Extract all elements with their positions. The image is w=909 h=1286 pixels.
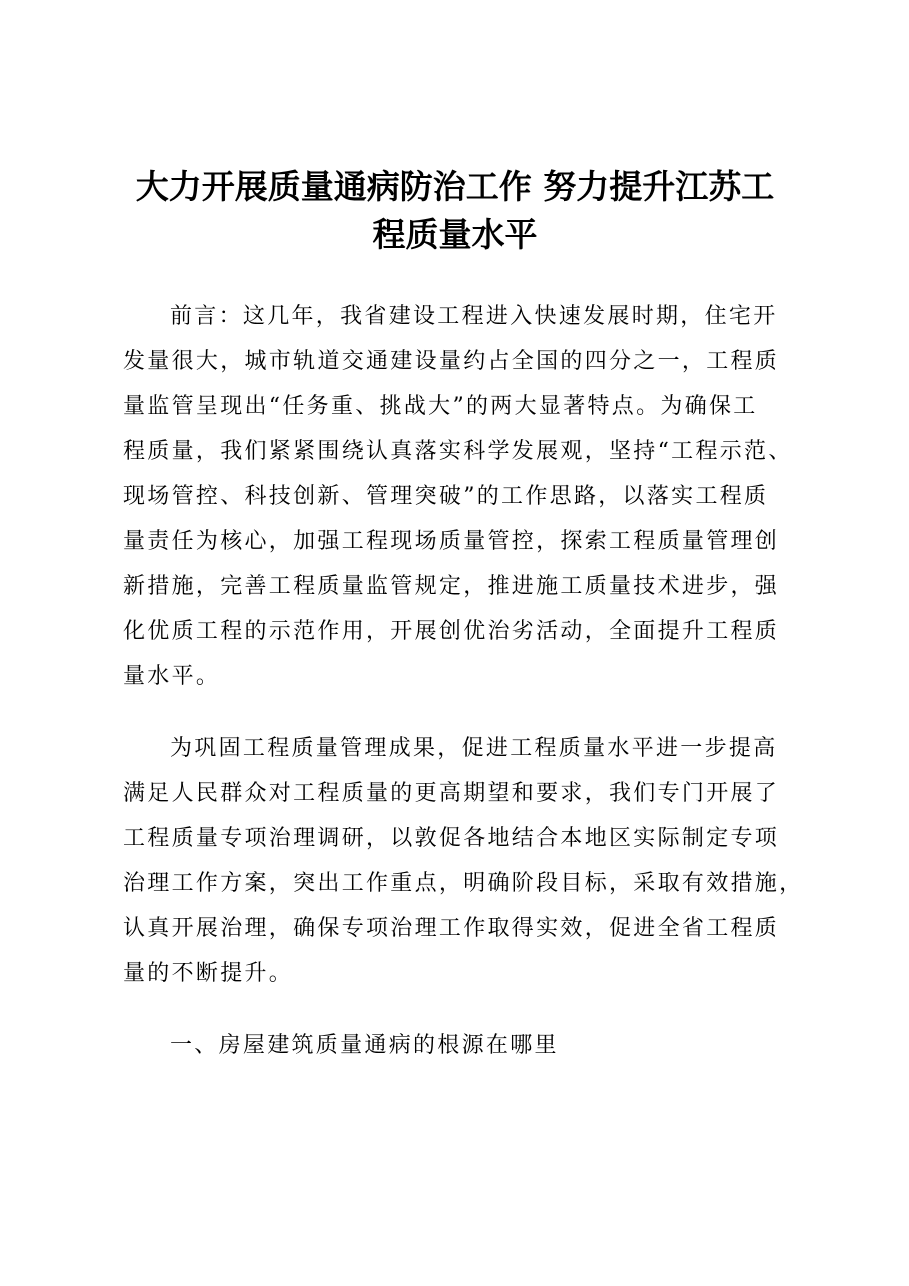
paragraph-line: 认真开展治理，确保专项治理工作取得实效，促进全省工程质 [123,916,780,941]
paragraph-line: 化优质工程的示范作用，开展创优治劣活动，全面提升工程质 [123,619,780,644]
paragraph-line: 工程质量专项治理调研，以敦促各地结合本地区实际制定专项 [123,826,780,851]
paragraph-line: 量的不断提升。 [123,961,294,986]
paragraph-consolidate [123,726,804,996]
paragraph-line: 满足人民群众对工程质量的更高期望和要求，我们专门开展了 [123,781,780,806]
paragraph-line: 新措施，完善工程质量监管规定，推进施工质量技术进步，强 [123,574,780,599]
paragraph-line: 为巩固工程质量管理成果，促进工程质量水平进一步提高 [170,736,778,761]
paragraph-preface [123,294,798,699]
document-title [110,163,800,259]
section-heading-text: 一、房屋建筑质量通病的根源在哪里 [170,1033,559,1058]
section-heading-1 [123,1023,798,1068]
paragraph-line: 现场管控、科技创新、管理突破”的工作思路，以落实工程质 [123,484,769,509]
paragraph-line: 前言：这几年，我省建设工程进入快速发展时期，住宅开 [170,304,778,329]
paragraph-line: 发量很大，城市轨道交通建设量约占全国的四分之一，工程质 [123,349,780,374]
paragraph-line: 治理工作方案，突出工作重点，明确阶段目标，采取有效措施， [123,871,804,896]
title-line-2: 程质量水平 [372,215,538,254]
paragraph-line: 量监管呈现出“任务重、挑战大”的两大显著特点。为确保工 [123,394,758,419]
paragraph-line: 程质量，我们紧紧围绕认真落实科学发展观，坚持“工程示范、 [123,439,793,464]
title-line-1: 大力开展质量通病防治工作 努力提升江苏工 [135,167,775,206]
paragraph-line: 量责任为核心，加强工程现场质量管控，探索工程质量管理创 [123,529,780,554]
paragraph-line: 量水平。 [123,664,221,689]
